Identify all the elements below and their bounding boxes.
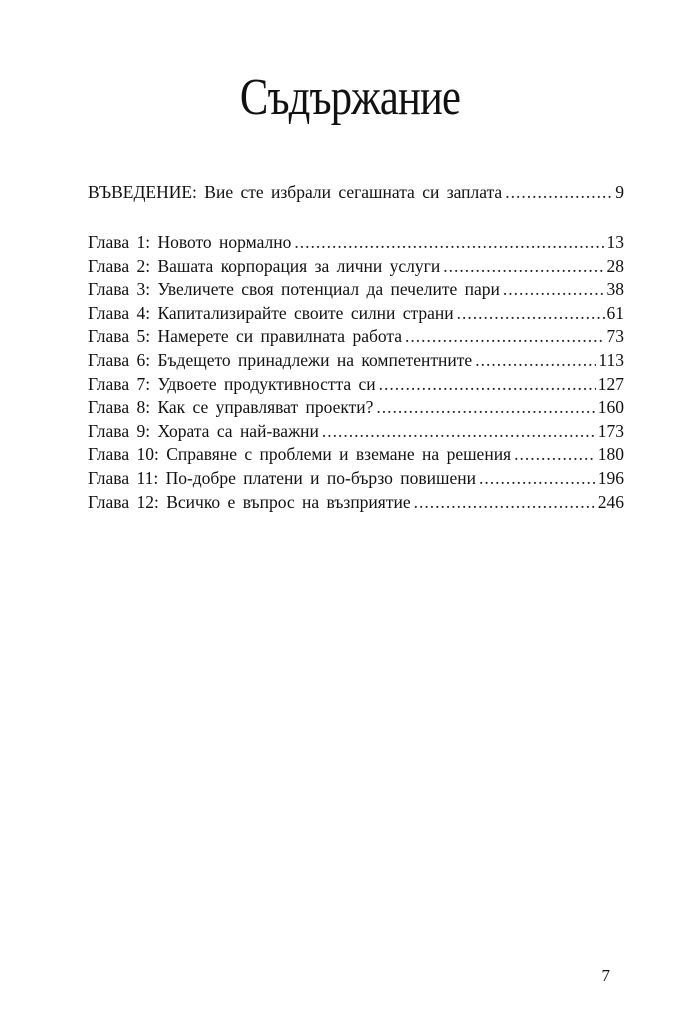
toc-entry-chapter-6 bbox=[88, 350, 624, 374]
dot-leader bbox=[322, 421, 596, 442]
dot-leader bbox=[379, 374, 596, 395]
toc-entry-label: Глава 10: Справяне с проблеми и вземане на решения bbox=[88, 444, 512, 465]
toc-entry-label: Глава 5: Намерете си правилната работа bbox=[88, 326, 403, 347]
toc-entry-page-number: 13 bbox=[606, 232, 624, 252]
toc-entry-label: Глава 9: Хората са най-важни bbox=[88, 420, 319, 441]
dot-leader bbox=[376, 397, 595, 418]
toc-entry-label: Глава 1: Новото нормално bbox=[88, 232, 292, 252]
toc-entry-page-number: 196 bbox=[597, 467, 624, 488]
dot-leader bbox=[479, 468, 596, 489]
page-number: 7 bbox=[601, 966, 610, 985]
dot-leader bbox=[294, 232, 604, 253]
dot-leader bbox=[457, 303, 605, 324]
toc-entry-page-number: 113 bbox=[598, 349, 624, 370]
dot-leader bbox=[503, 279, 605, 300]
toc-entry-page-number: 28 bbox=[606, 255, 624, 276]
toc-entry-label: Глава 6: Бъдещето принадлежи на компетентните bbox=[88, 349, 473, 370]
toc-entry-page-number: 61 bbox=[606, 302, 624, 323]
dot-leader bbox=[405, 326, 604, 347]
toc-entry-label: Глава 2: Вашата корпорация за лични услуги bbox=[88, 255, 441, 276]
toc-introduction bbox=[88, 182, 624, 208]
dot-leader bbox=[514, 444, 596, 465]
toc-chapter-list bbox=[88, 232, 624, 515]
toc-entry-chapter-3 bbox=[88, 279, 624, 303]
toc-entry-page-number: 127 bbox=[597, 373, 624, 394]
toc-entry-chapter-8 bbox=[88, 397, 624, 421]
toc-entry-page-number: 160 bbox=[597, 397, 624, 418]
toc-entry-label: Глава 12: Всичко е въпрос на възприятие bbox=[88, 491, 411, 512]
toc-entry-label: ВЪВЕДЕНИЕ: Вие сте избрали сегашната си заплата bbox=[88, 182, 503, 202]
toc-entry-page-number: 173 bbox=[597, 420, 624, 441]
toc-entry-page-number: 38 bbox=[606, 279, 624, 300]
toc-entry-chapter-5 bbox=[88, 326, 624, 350]
page-title: Съдържание bbox=[239, 69, 461, 126]
toc-entry-page-number: 246 bbox=[597, 491, 624, 512]
toc-entry-chapter-7 bbox=[88, 374, 624, 398]
toc-entry-label: Глава 8: Как се управляват проекти? bbox=[88, 397, 374, 418]
toc-entry-label: Глава 7: Удвоете продуктивността си bbox=[88, 373, 376, 394]
toc-entry-label: Глава 3: Увеличете своя потенциал да печелите пари bbox=[88, 279, 500, 300]
dot-leader bbox=[414, 492, 596, 513]
toc-entry-chapter-1 bbox=[88, 232, 624, 256]
toc-entry-chapter-11 bbox=[88, 468, 624, 492]
toc-entry-page-number: 73 bbox=[606, 326, 624, 347]
toc-entry-introduction bbox=[88, 182, 624, 208]
dot-leader bbox=[505, 182, 613, 203]
dot-leader bbox=[443, 256, 604, 277]
dot-leader bbox=[475, 350, 596, 371]
toc-entry-page-number: 9 bbox=[615, 182, 624, 202]
toc-entry-chapter-10 bbox=[88, 444, 624, 468]
toc-entry-chapter-12 bbox=[88, 492, 624, 516]
toc-entry-label: Глава 11: По-добре платени и по-бързо повишени bbox=[88, 467, 476, 488]
toc-entry-chapter-2 bbox=[88, 256, 624, 280]
toc-entry-chapter-4 bbox=[88, 303, 624, 327]
toc-entry-page-number: 180 bbox=[597, 444, 624, 465]
toc-entry-chapter-9 bbox=[88, 421, 624, 445]
toc-entry-label: Глава 4: Капитализирайте своите силни страни bbox=[88, 302, 454, 323]
